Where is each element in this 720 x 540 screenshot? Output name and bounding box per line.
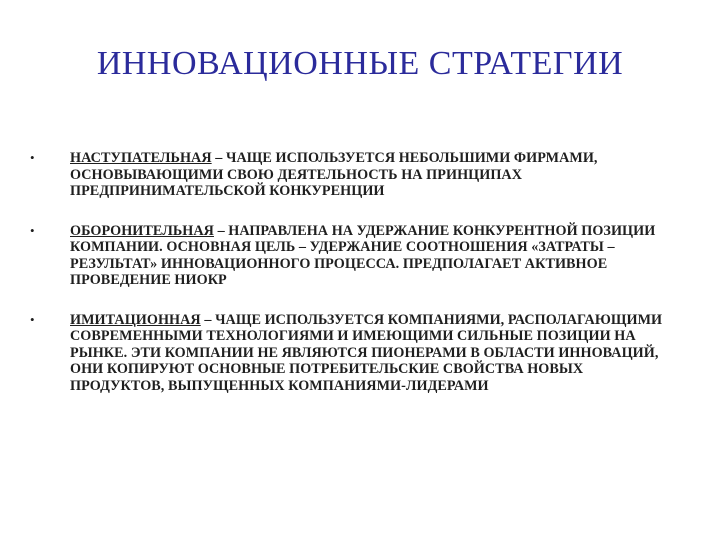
strategy-term-defensive: ОБОРОНИТЕЛЬНАЯ — [70, 222, 214, 239]
bullet-icon: • — [30, 150, 35, 165]
list-item — [30, 312, 680, 395]
slide-title: ИННОВАЦИОННЫЕ СТРАТЕГИИ — [96, 45, 624, 82]
list-item — [30, 150, 680, 200]
list-item-text — [70, 223, 680, 289]
strategy-term-imitative: ИМИТАЦИОННАЯ — [70, 311, 201, 328]
bullet-icon: • — [30, 311, 35, 327]
bullet-list — [30, 150, 680, 417]
list-item — [30, 223, 680, 289]
strategy-term-offensive: НАСТУПАТЕЛЬНАЯ — [70, 150, 212, 166]
list-item-text — [70, 150, 680, 200]
strategy-description-offensive: – ЧАЩЕ ИСПОЛЬЗУЕТСЯ НЕБОЛЬШИМИ ФИРМАМИ, ОСНОВЫВАЮЩИМИ СВОЮ ДЕЯТЕЛЬНОСТЬ НА ПРИНЦИПАХ ПРЕДПРИНИМАТЕЛЬСКОЙ КОНКУРЕНЦИИ — [70, 150, 598, 199]
bullet-icon: • — [30, 222, 35, 238]
list-item-text — [70, 312, 680, 395]
strategy-description-imitative: – ЧАЩЕ ИСПОЛЬЗУЕТСЯ КОМПАНИЯМИ, РАСПОЛАГАЮЩИМИ СОВРЕМЕННЫМИ ТЕХНОЛОГИЯМИ И ИМЕЮЩИМИ СИЛЬНЫЕ ПОЗИЦИИ НА РЫНКЕ. ЭТИ КОМПАНИИ НЕ ЯВЛЯЮТСЯ ПИОНЕРАМИ В ОБЛАСТИ ИННОВАЦИЙ, ОНИ КОПИРУЮТ ОСНОВНЫЕ ПОТРЕБИТЕЛЬСКИЕ СВОЙСТВА НОВЫХ ПРОДУКТОВ, ВЫПУЩЕННЫХ КОМПАНИЯМИ-ЛИДЕРАМИ — [70, 311, 663, 394]
strategy-description-defensive: – НАПРАВЛЕНА НА УДЕРЖАНИЕ КОНКУРЕНТНОЙ ПОЗИЦИИ КОМПАНИИ. ОСНОВНАЯ ЦЕЛЬ – УДЕРЖАНИЕ СООТНОШЕНИЯ «ЗАТРАТЫ – РЕЗУЛЬТАТ» ИННОВАЦИОННОГО ПРОЦЕССА. ПРЕДПОЛАГАЕТ АКТИВНОЕ ПРОВЕДЕНИЕ НИОКР — [70, 222, 656, 288]
